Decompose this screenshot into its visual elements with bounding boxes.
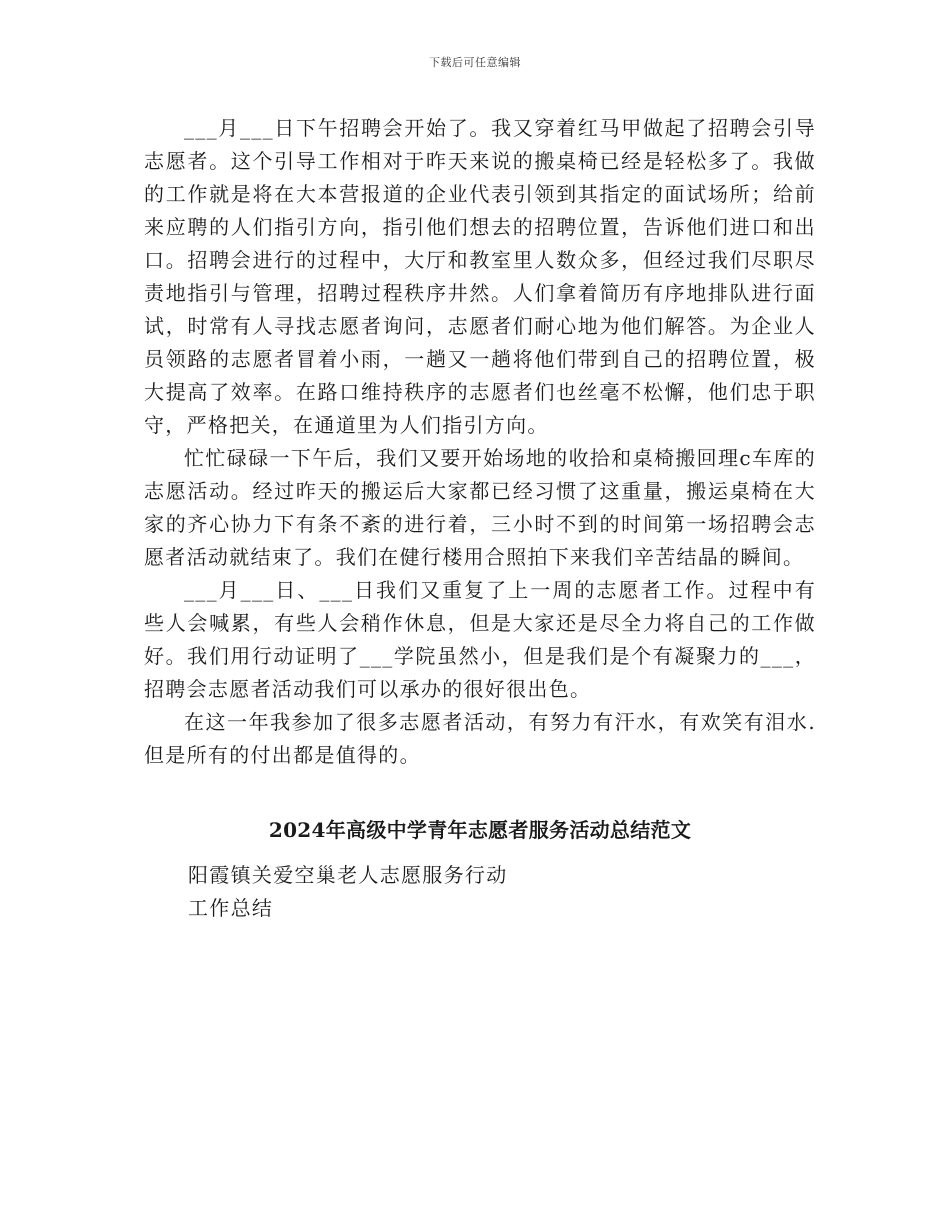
- section-subtitle: 阳霞镇关爱空巢老人志愿服务行动: [188, 863, 508, 887]
- section-subtitle-work-summary: 工作总结: [188, 896, 274, 920]
- paragraph-job-fair-guide: ___月___日下午招聘会开始了。我又穿着红马甲做起了招聘会引导志愿者。这个引导工作相对于昨天来说的搬桌椅已经是轻松多了。我做的工作就是将在大本营报道的企业代表引领到其指定的面试场所；给前来应聘的人们指引方向，指引他们想去的招聘位置，告诉他们进口和出口。招聘会进行的过程中，大厅和教室里人数众多，但经过我们尽职尽责地指引与管理，招聘过程秩序井然。人们拿着简历有序地排队进行面试，时常有人寻找志愿者询问，志愿者们耐心地为他们解答。为企业人员领路的志愿者冒着小雨，一趟又一趟将他们带到自己的招聘位置，极大提高了效率。在路口维持秩序的志愿者们也丝毫不松懈，他们忠于职守，严格把关，在通道里为人们指引方向。: [144, 116, 816, 437]
- paragraph-repeat-work: ___月___日、___日我们又重复了上一周的志愿者工作。过程中有些人会喊累，有些人会稍作休息，但是大家还是尽全力将自己的工作做好。我们用行动证明了___学院虽然小，但是我们是个有凝聚力的___，招聘会志愿者活动我们可以承办的很好很出色。: [144, 578, 816, 701]
- document-body: [144, 112, 816, 925]
- document-title: 2024年高级中学青年志愿者服务活动总结范文: [268, 818, 692, 842]
- paragraph-cleanup: 忙忙碌碌一下午后，我们又要开始场地的收拾和桌椅搬回理c车库的志愿活动。经过昨天的搬运后大家都已经习惯了这重量，搬运桌椅在大家的齐心协力下有条不紊的进行着，三小时不到的时间第一场招聘会志愿者活动就结束了。我们在健行楼用合照拍下来我们辛苦结晶的瞬间。: [144, 446, 816, 569]
- paragraph-year-summary: 在这一年我参加了很多志愿者活动，有努力有汗水，有欢笑有泪水.但是所有的付出都是值得的。: [144, 710, 816, 767]
- page-header-note: 下载后可任意编辑: [429, 56, 521, 69]
